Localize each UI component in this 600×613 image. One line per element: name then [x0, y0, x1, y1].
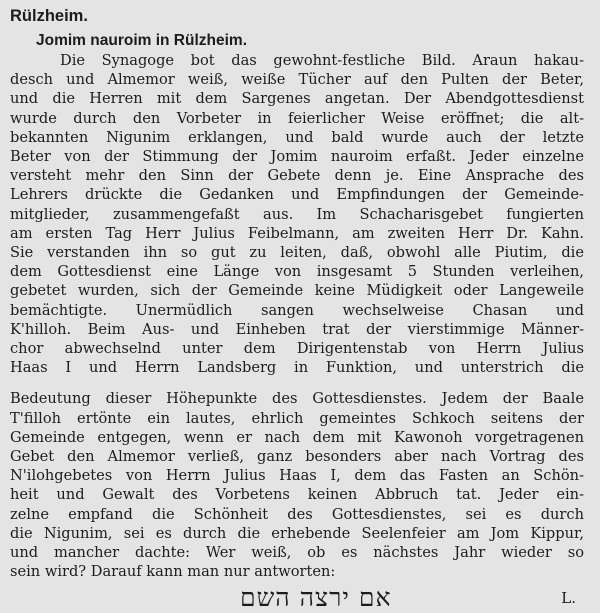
- text-line: sein wird? Darauf kann man nur antworten:: [10, 563, 336, 581]
- text-line: desch und Almemor weiß, weiße Tücher auf den Pulten der Beter,: [10, 71, 584, 89]
- article-title: Jomim nauroim in Rülzheim.: [36, 32, 247, 49]
- text-line: bemächtigte. Unermüdlich sangen wechselweise Chasan und: [10, 301, 584, 319]
- closing-row: [10, 583, 584, 613]
- location-heading: Rülzheim.: [10, 7, 88, 25]
- text-line: T'filloh ertönte ein lautes, ehrlich gemeintes Schkoch seitens der: [10, 409, 584, 427]
- article-paragraph-2: [10, 389, 584, 581]
- text-line: chor abwechselnd unter dem Dirigentenstab von Herrn Julius: [10, 340, 584, 358]
- text-line: gebetet wurden, sich der Gemeinde keine Müdigkeit oder Langeweile: [10, 282, 584, 300]
- text-line: dem Gottesdienst eine Länge von insgesamt 5 Stunden verleihen,: [10, 263, 584, 281]
- text-line: Die Synagoge bot das gewohnt-festliche Bild. Araun hakau-: [60, 52, 584, 69]
- text-line: am ersten Tag Herr Julius Feibelmann, am zweiten Herr Dr. Kahn.: [10, 224, 584, 242]
- text-line: bekannten Nigunim erklangen, und bald wurde auch der letzte: [10, 128, 584, 146]
- text-line: N'ilohgebetes von Herrn Julius Haas I, dem das Fasten an Schön-: [10, 467, 584, 485]
- text-line: Bedeutung dieser Höhepunkte des Gottesdienstes. Jedem der Baale: [10, 390, 584, 408]
- text-line: die Nigunim, sei es durch die erhebende Seelenfeier am Jom Kippur,: [10, 524, 584, 542]
- text-line: Sie verstanden ihn so gut zu leiten, daß, obwohl alle Piutim, die: [10, 244, 584, 262]
- column-break: [10, 377, 584, 389]
- article-paragraph-1: [10, 51, 584, 377]
- text-line: versteht mehr den Sinn der Gebete denn je. Eine Ansprache des: [10, 167, 584, 185]
- author-signature: L.: [561, 589, 576, 608]
- text-line: heit und Gewalt des Vorbetens keinen Abbruch tat. Jeder ein-: [10, 486, 584, 504]
- text-line: und mancher dachte: Wer weiß, ob es nächstes Jahr wieder so: [10, 544, 584, 562]
- text-line: zelne empfand die Schönheit des Gottesdienstes, sei es durch: [10, 505, 584, 523]
- text-line: mitglieder, zusammengefaßt aus. Im Schacharisgebet fungierten: [10, 205, 584, 223]
- hebrew-closing: אם ירצה השם: [240, 583, 392, 613]
- text-line: Gebet den Almemor verließ, ganz besonders aber nach Vortrag des: [10, 448, 584, 466]
- text-line: und die Herren mit dem Sargenes angetan. Der Abendgottesdienst: [10, 90, 584, 108]
- text-line: K'hilloh. Beim Aus- und Einheben trat der vierstimmige Männer-: [10, 320, 584, 338]
- text-line: Beter von der Stimmung der Jomim nauroim erfaßt. Jeder einzelne: [10, 148, 584, 166]
- text-line: wurde durch den Vorbeter in feierlicher Weise eröffnet; die alt-: [10, 109, 584, 127]
- text-line: Haas I und Herrn Landsberg in Funktion, und unterstrich die: [10, 359, 584, 377]
- text-line: Gemeinde entgegen, wenn er nach dem mit Kawonoh vorgetragenen: [10, 428, 584, 446]
- text-line: Lehrers drückte die Gedanken und Empfindungen der Gemeinde-: [10, 186, 584, 204]
